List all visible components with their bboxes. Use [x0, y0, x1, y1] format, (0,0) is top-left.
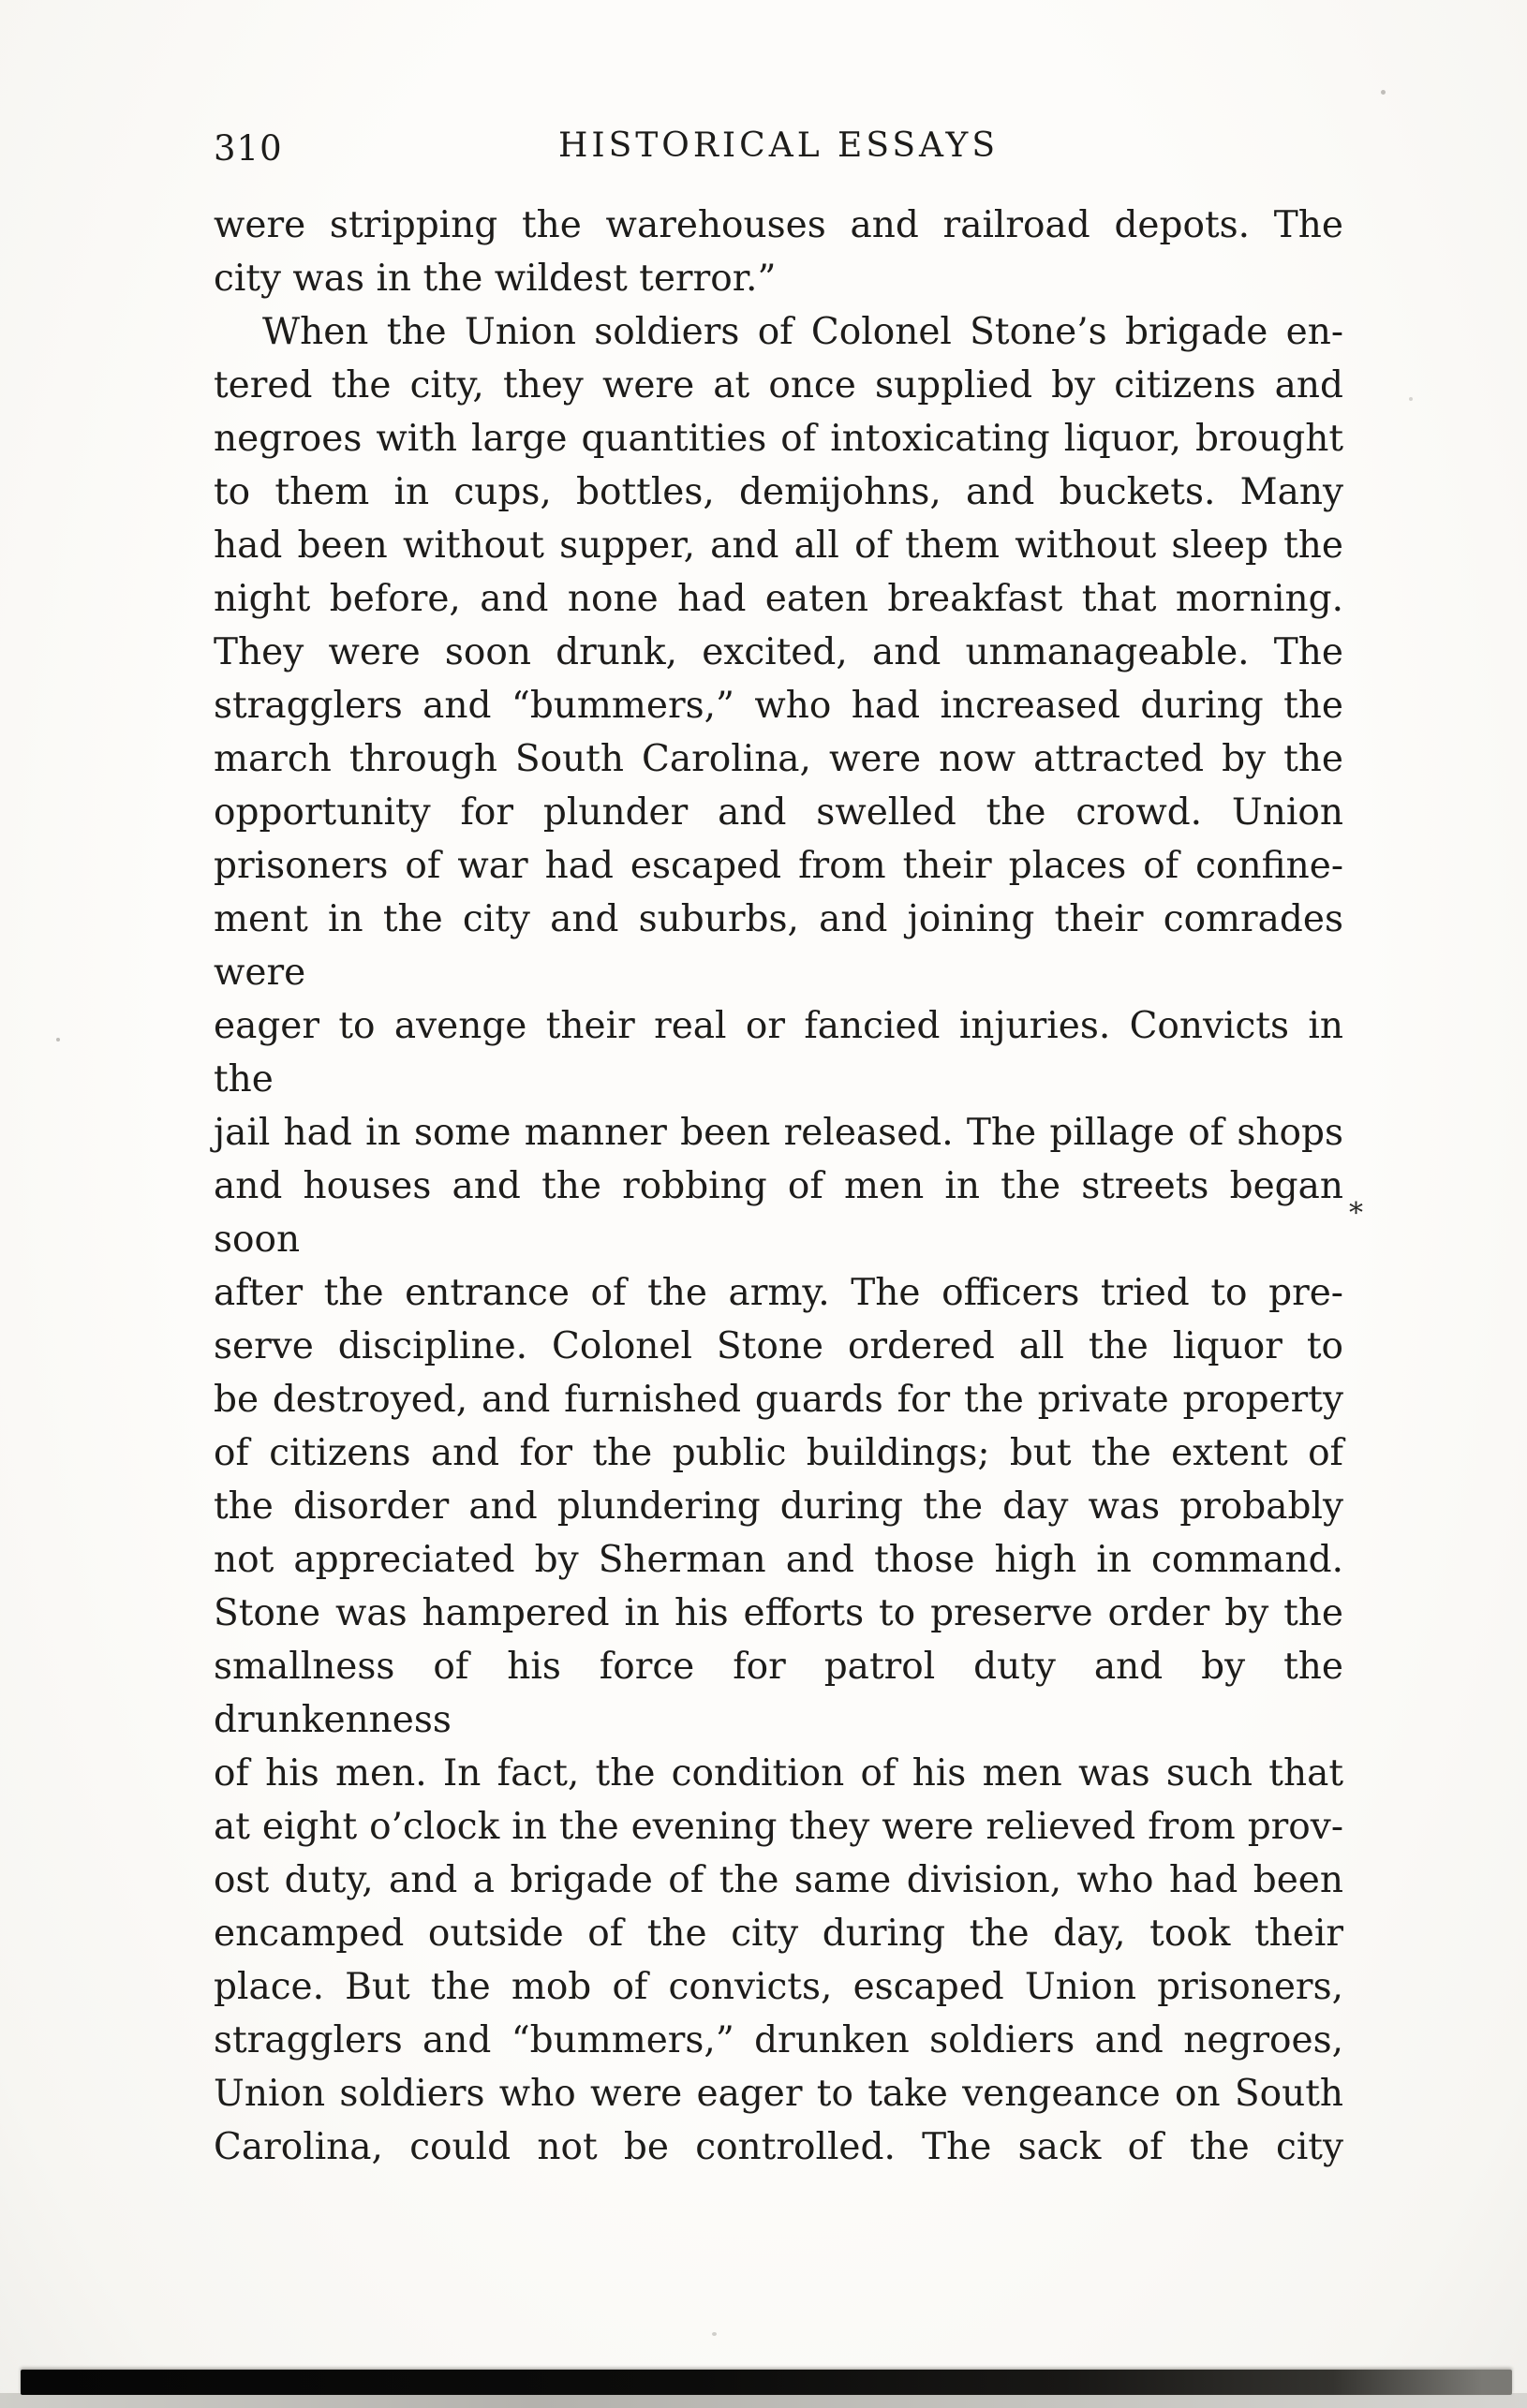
running-head: HISTORICAL ESSAYS — [558, 126, 999, 165]
text-line: negroes with large quantities of intoxicating liquor, brought — [214, 418, 1343, 460]
text-line: night before, and none had eaten breakfast that morning. — [214, 578, 1343, 620]
text-line: Stone was hampered in his efforts to preserve order by the — [214, 1592, 1343, 1634]
text-line: opportunity for plunder and swelled the crowd. Union — [214, 791, 1343, 834]
text-line: eager to avenge their real or fancied injuries. Convicts in the — [214, 1005, 1343, 1101]
scan-speck — [1409, 397, 1413, 401]
text-line: ost duty, and a brigade of the same division, who had been — [214, 1859, 1343, 1901]
text-line: When the Union soldiers of Colonel Stone’s brigade en- — [262, 311, 1343, 353]
text-line: after the entrance of the army. The officers tried to pre- — [214, 1272, 1343, 1314]
page-number: 310 — [214, 128, 283, 169]
text-line: march through South Carolina, were now attracted by the — [214, 738, 1343, 780]
text-line: prisoners of war had escaped from their places of confine- — [214, 845, 1343, 887]
text-line: city was in the wildest terror.” — [214, 258, 777, 300]
text-line: They were soon drunk, excited, and unmanageable. The — [214, 631, 1343, 673]
scan-speck — [56, 1038, 60, 1041]
scan-speck — [1381, 90, 1386, 95]
text-line: stragglers and “bummers,” who had increased during the — [214, 685, 1343, 727]
text-line: stragglers and “bummers,” drunken soldiers and negroes, — [214, 2019, 1343, 2061]
text-line: not appreciated by Sherman and those high in command. — [214, 1539, 1343, 1581]
text-line: Union soldiers who were eager to take vengeance on South — [214, 2073, 1343, 2115]
text-line: ment in the city and suburbs, and joining their comrades were — [214, 898, 1343, 994]
text-line: place. But the mob of convicts, escaped Union prisoners, — [214, 1966, 1343, 2008]
text-line: and houses and the robbing of men in the streets began soon — [214, 1165, 1343, 1261]
text-line: tered the city, they were at once supplied by citizens and — [214, 364, 1343, 406]
text-line: had been without supper, and all of them without sleep the — [214, 524, 1343, 567]
scan-gutter-bar — [21, 2370, 1512, 2395]
page-header — [214, 126, 1343, 183]
text-line: to them in cups, bottles, demijohns, and buckets. Many — [214, 471, 1343, 513]
text-line: be destroyed, and furnished guards for the private property — [214, 1379, 1343, 1421]
text-line: were stripping the warehouses and railroad depots. The — [214, 204, 1343, 246]
text-line: of citizens and for the public buildings; but the extent of — [214, 1432, 1343, 1474]
body-text — [214, 199, 1343, 2174]
text-line: Carolina, could not be controlled. The sack of the city — [214, 2126, 1343, 2168]
scan-speck — [712, 2332, 717, 2336]
footnote-mark: * — [1349, 1197, 1363, 1230]
text-line: of his men. In fact, the condition of his men was such that — [214, 1752, 1343, 1795]
text-line: smallness of his force for patrol duty and by the drunkenness — [214, 1646, 1343, 1741]
scan-edge-strip — [0, 2393, 1527, 2408]
text-line: encamped outside of the city during the day, took their — [214, 1913, 1343, 1955]
text-line: serve discipline. Colonel Stone ordered all the liquor to — [214, 1325, 1343, 1367]
text-line: the disorder and plundering during the day was probably — [214, 1485, 1343, 1528]
text-line: jail had in some manner been released. The pillage of shops — [214, 1112, 1343, 1154]
text-line: at eight o’clock in the evening they were relieved from prov- — [214, 1806, 1343, 1848]
